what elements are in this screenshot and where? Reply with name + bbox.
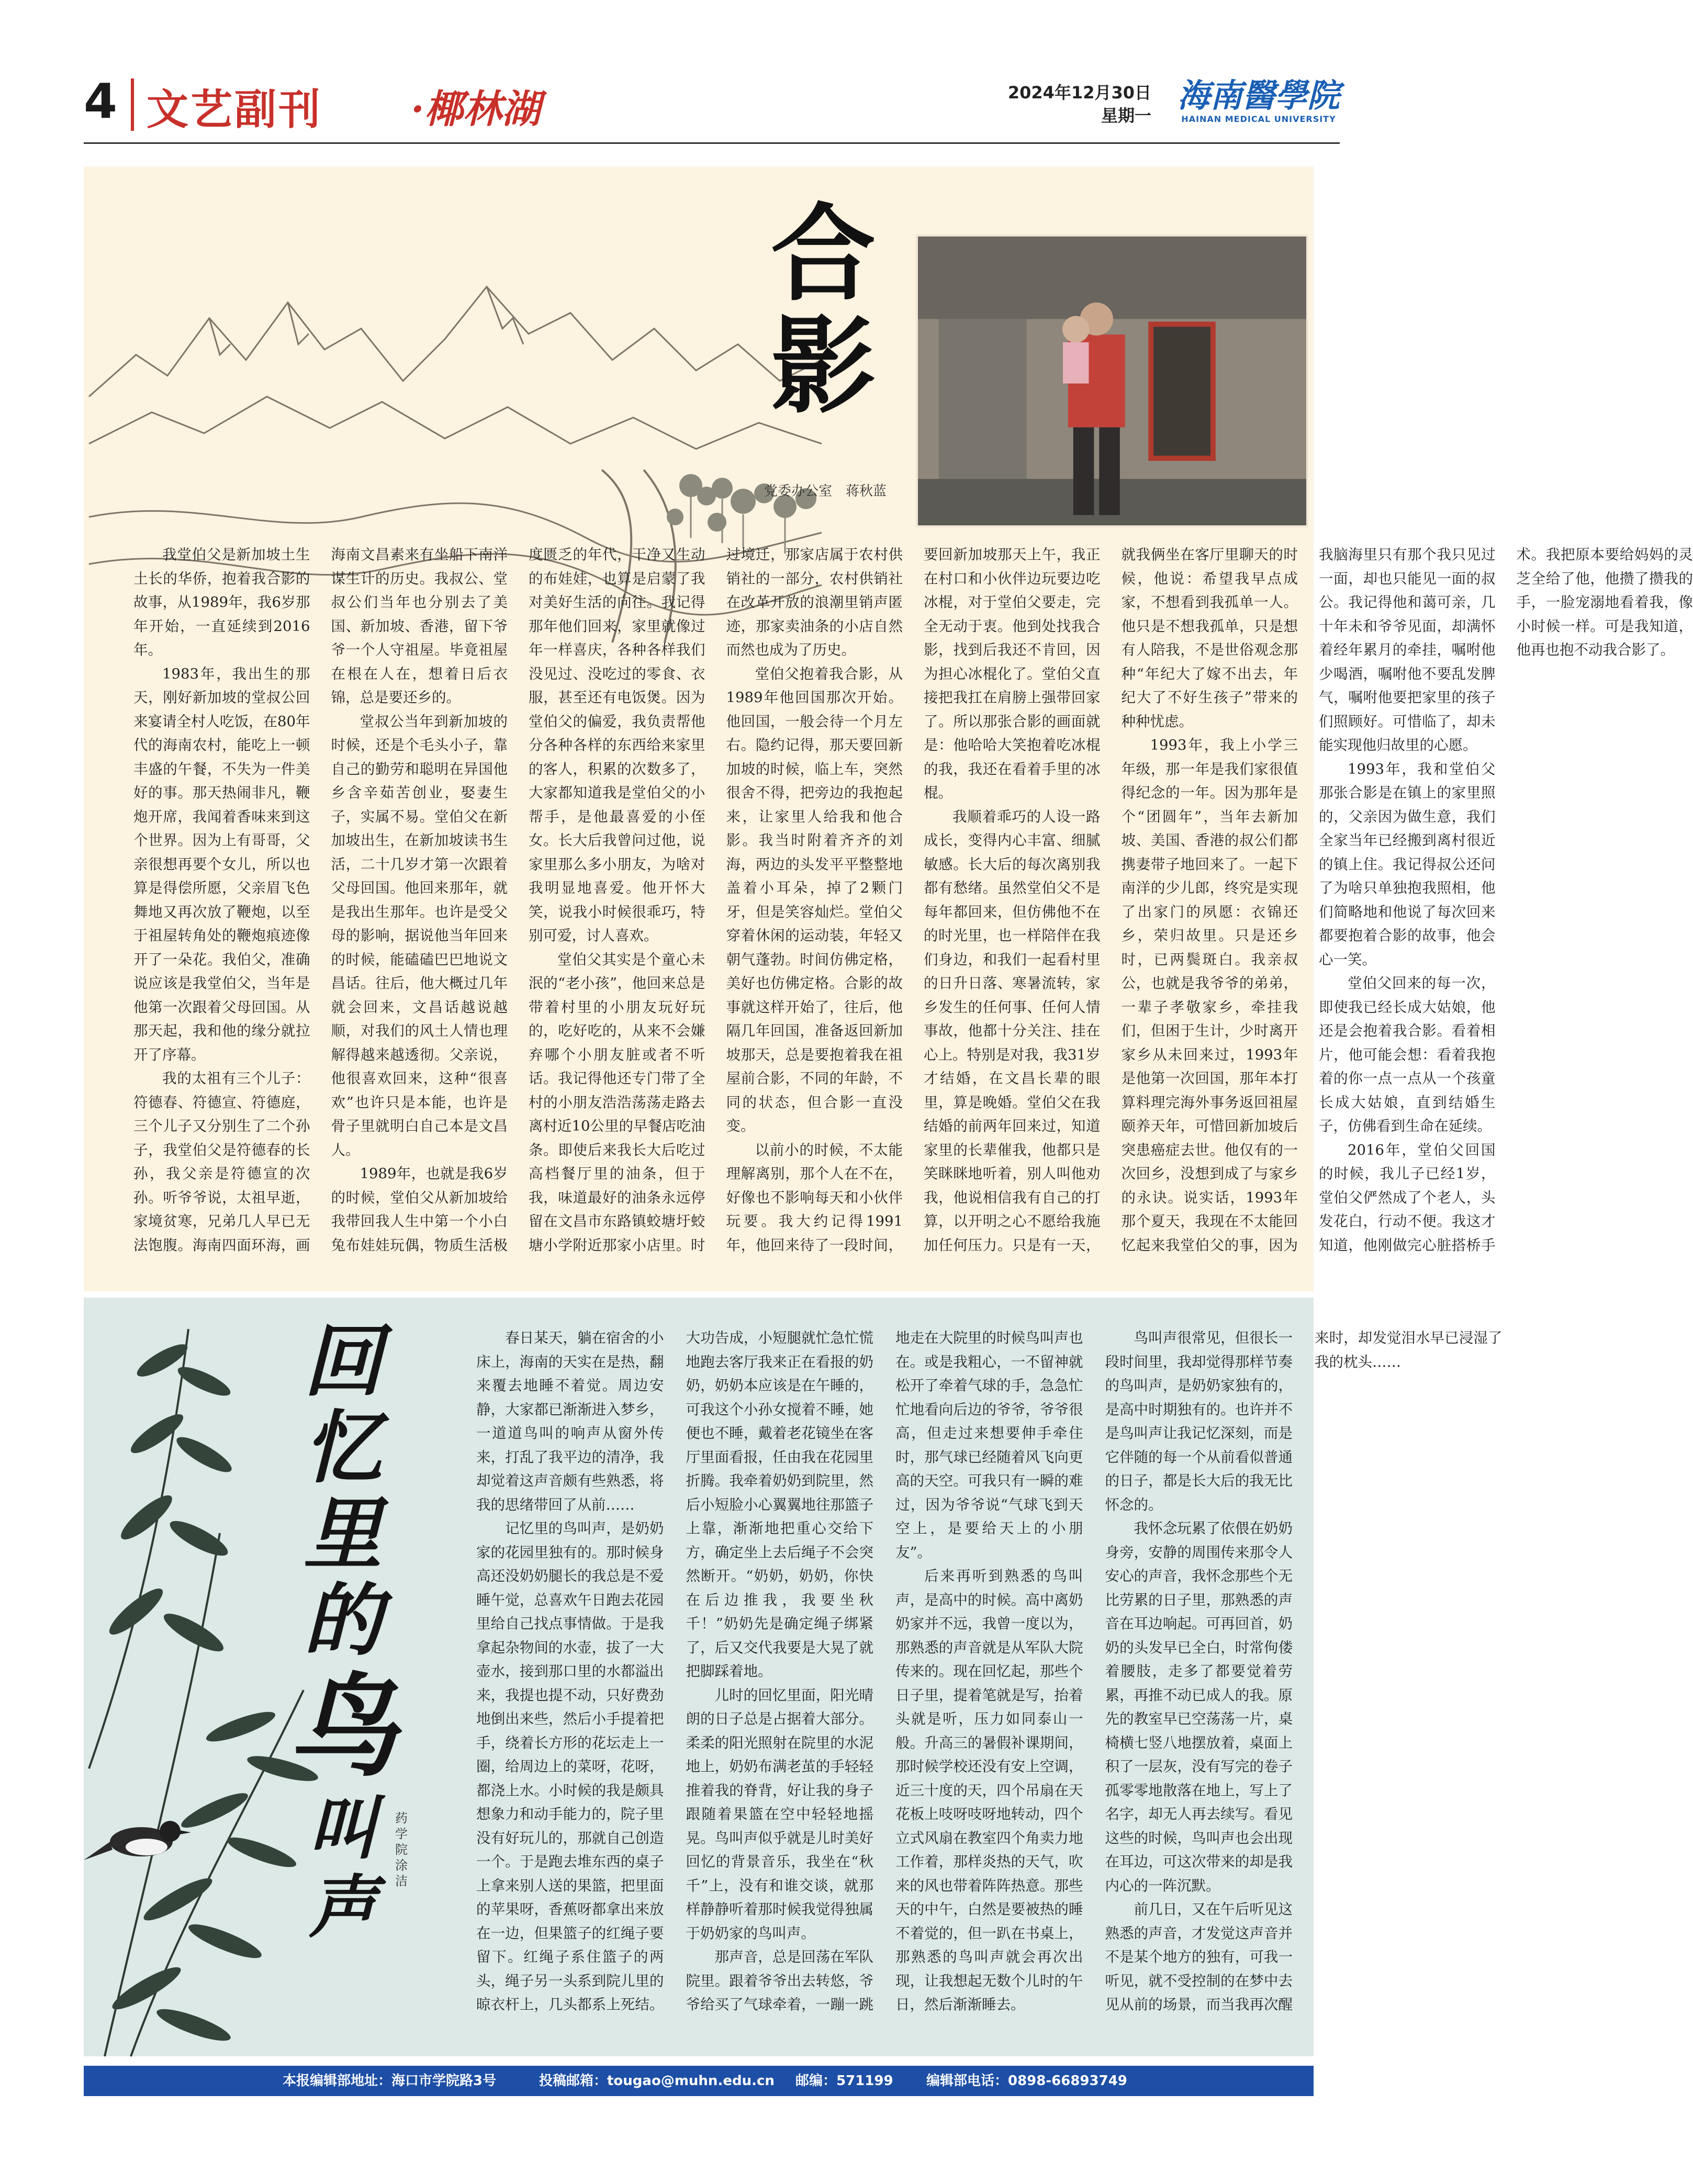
masthead-logo [1178, 77, 1340, 124]
page-number: 4 [84, 73, 118, 129]
footer-bar [84, 2066, 1314, 2096]
photo-illustration [918, 237, 1306, 525]
article-bird-song [84, 1298, 1503, 2056]
article1-paragraph: 1989年，也就是我6岁的时候，堂伯父从新加坡给我带回我人生中第一个小白兔布娃娃玩偶，物质生活极度匮乏的年代，干净又生动的布娃娃，也算是启蒙了我对美好生活的向往。我记得那年他们回来，家里就像过年一样喜庆，各种各样我们没见过、没吃过的零食、衣服，甚至还有电饭煲。因为堂伯父的偏爱，我负责帮他分各种各样的东西给来家里的客人，积累的次数多了，大家都知道我是堂伯父的小帮手，是他最喜爱的小侄女。长大后我曾问过他，说家里那么多小朋友，为啥对我明显地喜爱。他开怀大笑，说我小时候很乖巧，特别可爱，讨人喜欢。 [331, 546, 705, 1254]
article1-paragraph: 堂伯父其实是个童心未泯的“老小孩”，他回来总是带着村里的小朋友玩好玩的，吃好吃的，从来不会嫌弃哪个小朋友脏或者不听话。我记得他还专门带了全村的小朋友浩浩荡荡走路去离村近10公里的早餐店吃油条。即使后来我长大后吃过高档餐厅里的油条，但于我，味道最好的油条永远停留在文昌市东路镇蛟塘圩蛟塘小学附近那家小店里。时过境迁，那家店属于农村供销社的一部分，农村供销社在改革开放的浪潮里销声匿迹，那家卖油条的小店自然而然也成为了历史。 [529, 546, 903, 1254]
subsection-title: ·椰林湖 [411, 87, 541, 132]
article2-paragraph: 记忆里的鸟叫声，是奶奶家的花园里独有的。那时候身高还没奶奶腿长的我总是不爱睡午觉，总喜欢午日跑去花园里给自己找点事情做。于是我拿起杂物间的水壶，拔了一大壶水，接到那口里的水都溢出来，我提也提不动，只好费劲地倒出来些，然后小手提着把手，绕着长方形的花坛走上一圈，给周边上的菜呀，花呀，都浇上水。小时候的我是颇具想象力和动手能力的，院子里没有好玩儿的，那就自己创造一个。于是跑去堆东西的桌子上拿来别人送的果篮，把里面的苹果呀，香蕉呀都拿出来放在一边，但果篮子的红绳子要留下。红绳子系住篮子的两头，绳子另一头系到院儿里的晾衣杆上，几头都系上死结。大功告成，小短腿就忙急忙慌地跑去客厅我来正在看报的奶奶，奶奶本应该是在午睡的，可我这个小孙女搅着不睡，她便也不睡，戴着老花镜坐在客厅里面看报，任由我在花园里折腾。我牵着奶奶到院里，然后小短脸小心翼翼地往那篮子上靠，渐渐地把重心交给下方，确定坐上去后绳子不会突然断开。“奶奶，奶奶，你快在后边推我，我要坐秋千！”奶奶先是确定绳子绑紧了，后又交代我要是大晃了就把脚踩着地。 [476, 1330, 873, 2013]
footer-address: 本报编辑部地址：海口市学院路3号 [283, 2073, 497, 2089]
article1-title: 合影 [770, 193, 876, 428]
group-photo [916, 234, 1308, 527]
article1-paragraph: 我顺着乖巧的人设一路成长，变得内心丰富、细腻敏感。长大后的每次离别我都有愁绪。虽然堂伯父不是每年都回来，但仿佛他不在的时光里，也一样陪伴在我们身边，和我们一起看村里的日升日落、寒暑流转，家乡发生的任何事、任何人情事故，他都十分关注、挂在心上。特别是对我，我31岁才结婚，在文昌长辈的眼里，算是晚婚。堂伯父在我结婚的前两年回来过，知道家里的长辈催我，他都只是笑眯眯地听着，别人叫他劝我，他说相信我有自己的打算，以开明之心不愿给我施加任何压力。只是有一天，就我俩坐在客厅里聊天的时候，他说：希望我早点成家，不想看到我孤单一人。他只是不想我孤单，只是想有人陪我，不是世俗观念那种“年纪大了嫁不出去，年纪大了不好生孩子”带来的种种忧虑。 [924, 546, 1298, 1254]
article1-author: 党委办公室 蒋秋蓝 [764, 483, 887, 499]
page-header [84, 63, 1340, 141]
header-rule [84, 142, 1340, 144]
header-divider [131, 78, 134, 131]
article2-paragraph: 春日某天，躺在宿舍的小床上，海南的天实在是热，翻来覆去地睡不着觉。周边安静，大家都已渐渐进入梦乡，一道道鸟叫的响声从窗外传来，打乱了我平边的清净，我却觉着这声音颇有些熟悉，将我的思绪带回了从前…… [476, 1330, 664, 1513]
article1-paragraph: 2016年，堂伯父回国的时候，我儿子已经1岁，堂伯父俨然成了个老人，头发花白，行动不便。我这才知道，他刚做完心脏搭桥手术。我把原本要给妈妈的灵芝全给了他，他攒了攒我的手，一脸宠溺地看着我，像小时候一样。可是我知道，他再也抱不动我合影了。 [1319, 546, 1693, 1254]
article2-title-char: 里 [303, 1488, 382, 1580]
masthead-cn: 海南醫學院 [1177, 76, 1340, 115]
article2-body [476, 1326, 1503, 2038]
article1-paragraph: 堂伯父回来的每一次，即使我已经长成大姑娘，他还是会抱着我合影。看着相片，他可能会想：看着我抱着的你一点一点从一个孩童长成大姑娘，直到结婚生子，仿佛看到生命在延续。 [1319, 975, 1496, 1134]
article2-title-char: 叫 [308, 1788, 377, 1868]
article1-paragraph: 堂叔公当年到新加坡的时候，还是个毛头小子，靠自己的勤劳和聪明在异国他乡含辛茹苦创业，娶妻生子，实属不易。堂伯父在新加坡出生，在新加坡读书生活，二十几岁才第一次跟着父母回国。他回来那年，就是我出生那年。也许是受父母的影响，据说他当年回来的时候，能磕磕巴巴地说文昌话。往后，他大概过几年就会回来，文昌话越说越顺，对我们的风土人情也理解得越来越透彻。父亲说，他很喜欢回来，这种“很喜欢”也许只是本能，也许是骨子里就明白自己本是文昌人。 [331, 713, 508, 1158]
issue-date-block [1008, 81, 1151, 127]
article2-paragraph: 前几日，又在午后听见这熟悉的声音，才发觉这声音并不是某个地方的独有，可我一听见，就不受控制的在梦中去见从前的场景，而当我再次醒来时，却发觉泪水早已浸湿了我的枕头…… [1105, 1330, 1503, 2013]
article2-paragraph: 后来再听到熟悉的鸟叫声，是高中的时候。高中离奶奶家并不远，我曾一度以为，那熟悉的声音就是从军队大院传来的。现在回忆起，那些个日子里，提着笔就是写，抬着头就是听，压力如同泰山一般。升高三的暑假补课期间，那时候学校还没有安上空调，近三十度的天，四个吊扇在天花板上吱呀吱呀地转动，四个立式风扇在教室四个角卖力地工作着，那样炎热的天气，吹来的风也带着阵阵热意。那些天的中午，白然是要被热的睡不着觉的，但一趴在书桌上，那熟悉的鸟叫声就会再次出现，让我想起无数个儿时的午日，然后渐渐睡去。 [895, 1568, 1083, 2013]
article2-title-char: 的 [303, 1574, 382, 1667]
issue-date: 2024年12月30日 [1007, 83, 1151, 103]
article-group-photo [84, 166, 1693, 1291]
footer-email: 投稿邮箱：tougao@muhn.edu.cn [539, 2073, 775, 2089]
article1-paragraph: 以前小的时候，不太能理解离别，那个人在不在，好像也不影响每天和小伙伴玩要。我大约记得1991年，他回来待了一段时间，要回新加坡那天上午，我正在村口和小伙伴边玩要边吃冰棍，对于堂伯父要走，完全无动于衷。他到处找我合影，找到后我还不肯回，因为担心冰棍化了。堂伯父直接把我扛在肩膀上强带回家了。所以那张合影的画面就是：他哈哈大笑抱着吃冰棍的我，我还在看着手里的冰棍。 [726, 546, 1101, 1254]
article1-paragraph: 我的太祖有三个儿子：符德春、符德宣、符德庭，三个儿子又分别生了二个孙子，我堂伯父是符德春的长孙，我父亲是符德宣的次孙。听爷爷说，太祖早逝，家境贫寒，兄弟几人早已无法饱腹。海南四面环海，画海南文昌素来有坐船下南洋谋生计的历史。我叔公、堂叔公们当年也分别去了美国、新加坡、香港，留下爷爷一个人守祖屋。毕竟祖屋在根在人在，想着日后衣锦，总是要还乡的。 [133, 546, 508, 1254]
article2-title-char: 声 [308, 1867, 377, 1947]
issue-weekday: 星期一 [1101, 106, 1151, 126]
footer-postcode: 邮编：571199 [795, 2073, 893, 2089]
article2-title-char: 忆 [303, 1402, 382, 1494]
masthead-en: HAINAN MEDICAL UNIVERSITY [1181, 114, 1336, 124]
article2-title-char: 鸟 [287, 1662, 398, 1791]
footer-phone: 编辑部电话：0898-66893749 [926, 2073, 1127, 2089]
article1-paragraph: 1983年，我出生的那天，刚好新加坡的堂叔公回来宴请全村人吃饭，在80年代的海南农村，能吃上一顿丰盛的午餐，不失为一件美好的事。那天热闹非凡，鞭炮开席，我闻着香味来到这个世界。因为上有哥哥，父亲很想再要个女儿，所以也算是得偿所愿，父亲眉飞色舞地又再次放了鞭炮，以至于祖屋转角处的鞭炮痕迹像开了一朵花。我伯父，准确说应该是我堂伯父，当年是他第一次跟着父母回国。从那天起，我和他的缘分就拉开了序幕。 [133, 665, 310, 1063]
article2-paragraph: 鸟叫声很常见，但很长一段时间里，我却觉得那样节奏的鸟叫声，是奶奶家独有的，是高中时期独有的。也许并不是鸟叫声让我记忆深刻，而是它伴随的每一个从前看似普通的日子，都是长大后的我无比怀念的。 [1105, 1330, 1293, 1513]
article2-author: 药学院 涂洁 [395, 1811, 420, 1888]
article2-title-char: 回 [303, 1315, 382, 1408]
article1-body [133, 543, 1693, 1276]
article1-paragraph: 1993年，我上小学三年级，那一年是我们家很值得纪念的一年。因为那年是个“团圆年”，当年去新加坡、美国、香港的叔公们都携妻带子地回来了。一起下南洋的少儿郎，终究是实现了出家门的夙愿：衣锦还乡，荣归故里。只是还乡时，已两鬓斑白。我亲叔公，也就是我爷爷的弟弟，一辈子孝敬家乡，牵挂我们，但困于生计，少时离开家乡从未回来过，1993年是他第一次回国，那年本打算料理完海外事务返回祖屋颐养天年，可惜回新加坡后突患癌症去世。他仅有的一次回乡，没想到成了与家乡的永诀。说实话，1993年那个夏天，我现在不太能回忆起来我堂伯父的事，因为我脑海里只有那个我只见过一面，却也只能见一面的叔公。我记得他和蔼可亲，几十年未和爷爷见面，却满怀着经年累月的牵挂，嘱咐他少喝酒，嘱咐他不要乱发脾气，嘱咐他要把家里的孩子们照顾好。可惜临了，却未能实现他归故里的心愿。 [1121, 546, 1496, 1254]
article1-paragraph: 堂伯父抱着我合影，从1989年他回国那次开始。他回国，一般会待一个月左右。隐约记得，那天要回新加坡的时候，临上车，突然很舍不得，把旁边的我抱起来，让家里人给我和他合影。我当时附着齐齐的刘海，两边的头发平平整整地盖着小耳朵，掉了2颗门牙，但是笑容灿烂。堂伯父穿着休闲的运动装，年轻又朝气蓬勃。时间仿佛定格，美好也仿佛定格。合影的故事就这样开始了，往后，他隔几年回国，准备返回新加坡那天，总是要抱着我在祖屋前合影，不同的年龄，不同的状态，但合影一直没变。 [726, 665, 903, 1134]
article2-paragraph: 那声音，总是回荡在军队院里。跟着爷爷出去转悠，爷爷给买了气球牵着，一蹦一跳地走在大院里的时候鸟叫声也在。或是我粗心，一不留神就松开了牵着气球的手，急急忙忙地看向后边的爷爷，爷爷很高，但走过来想要伸手牵住时，那气球已经随着风飞向更高的天空。可我只有一瞬的难过，因为爷爷说“气球飞到天空上，是要给天上的小朋友”。 [686, 1330, 1083, 2013]
article2-paragraph: 儿时的回忆里面，阳光晴朗的日子总是占据着大部分。柔柔的阳光照射在院里的水泥地上，奶奶布满老茧的手轻轻推着我的脊背，好让我的身子跟随着果篮在空中轻轻地摇晃。鸟叫声似乎就是儿时美好回忆的背景音乐，我坐在“秋千”上，没有和谁交谈，就那样静静听着那时候我觉得独属于奶奶家的鸟叫声。 [686, 1686, 873, 1942]
article2-title [283, 1315, 403, 1947]
fern-leaf-illustration [84, 1298, 461, 2056]
section-title: 文艺副刊 [147, 85, 322, 134]
article2-paragraph: 我怀念玩累了依偎在奶奶身旁，安静的周围传来那令人安心的声音，我怀念那些个无比劳累的日子里，那熟悉的声音在耳边响起。可再回首，奶奶的头发早已全白，时常佝偻着腰肢，走多了都要觉着劳累，再推不动已成人的我。原先的教室早已空荡荡一片，桌椅横七竖八地摆放着，桌面上积了一层灰，没有写完的卷子孤零零地散落在地上，写上了名字，却无人再去续写。看见这些的时候，鸟叫声也会出现在耳边，可这次带来的却是我内心的一阵沉默。 [1105, 1520, 1293, 1894]
article1-paragraph: 1993年，我和堂伯父那张合影是在镇上的家里照的，父亲因为做生意，我们全家当年已经搬到离村很近的镇上住。我记得叔公还问了为啥只单独抱我照相，他们简略地和他说了每次回来都要抱着合影的故事，他会心一笑。 [1319, 760, 1496, 968]
bird-icon [84, 1821, 191, 1860]
article1-paragraph: 我堂伯父是新加坡土生土长的华侨，抱着我合影的故事，从1989年，我6岁那年开始，一直延续到2016年。 [133, 546, 310, 658]
